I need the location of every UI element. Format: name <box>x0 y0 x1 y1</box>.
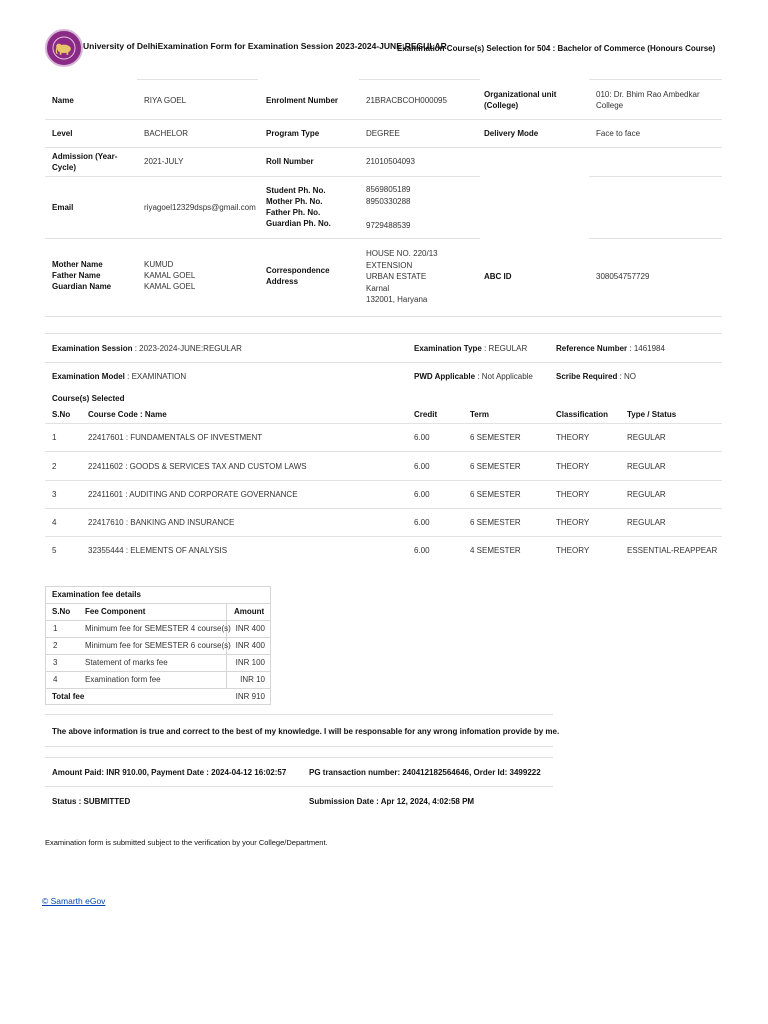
course-classification: THEORY <box>556 433 590 442</box>
fee-component: Minimum fee for SEMESTER 6 course(s) <box>85 641 231 650</box>
course-type-status: ESSENTIAL-REAPPEAR <box>627 546 718 555</box>
fee-sno: 1 <box>53 624 58 633</box>
course-classification: THEORY <box>556 462 590 471</box>
parent-name-values: KUMUD KAMAL GOEL KAMAL GOEL <box>144 260 196 291</box>
course-term: 6 SEMESTER <box>470 462 521 471</box>
course-selection-title: Examination Course(s) Selection for 504 : Bachelor of Commerce (Honours Course) <box>397 44 716 53</box>
exam-type: Examination Type : REGULAR <box>414 344 528 353</box>
course-term: 4 SEMESTER <box>470 546 521 555</box>
enrolment-label: Enrolment Number <box>266 96 339 105</box>
email-label: Email <box>52 203 74 212</box>
samarth-egov-link[interactable]: © Samarth eGov <box>42 896 106 906</box>
col-header-course: Course Code : Name <box>88 410 167 419</box>
fee-sno: 2 <box>53 641 58 650</box>
roll-number-label: Roll Number <box>266 157 314 166</box>
scribe-required: Scribe Required : NO <box>556 372 637 381</box>
page-header <box>83 41 447 51</box>
course-name: 22411601 : AUDITING AND CORPORATE GOVERNANCE <box>88 490 298 499</box>
level-value: BACHELOR <box>144 129 189 138</box>
course-classification: THEORY <box>556 546 590 555</box>
col-header-sno: S.No <box>52 410 71 419</box>
university-logo <box>45 29 83 67</box>
admission-value: 2021-JULY <box>144 157 184 166</box>
reference-number: Reference Number : 1461984 <box>556 344 665 353</box>
pg-transaction: PG transaction number: 240412182564646, Order Id: 3499222 <box>309 768 541 777</box>
col-header-type-status: Type / Status <box>627 410 677 419</box>
fee-col-amount: Amount <box>234 607 265 616</box>
mother-phone: 8950330288 <box>366 197 411 206</box>
university-name: University of Delhi <box>83 41 158 51</box>
declaration-text: The above information is true and correct to the best of my knowledge. I will be responsable for any wrong infomation provide by me. <box>52 727 560 736</box>
courses-title: Course(s) Selected <box>52 394 125 403</box>
course-name: 32355444 : ELEMENTS OF ANALYSIS <box>88 546 228 555</box>
guardian-phone: 9729488539 <box>366 221 411 230</box>
course-term: 6 SEMESTER <box>470 433 521 442</box>
amount-paid: Amount Paid: INR 910.00, Payment Date : 2024-04-12 16:02:57 <box>52 768 287 777</box>
correspondence-address-label: Correspondence Address <box>266 266 330 286</box>
col-header-credit: Credit <box>414 410 438 419</box>
course-name: 22417610 : BANKING AND INSURANCE <box>88 518 235 527</box>
parent-name-labels: Mother Name Father Name Guardian Name <box>52 260 112 291</box>
org-unit-label: Organizational unit (College) <box>484 90 557 110</box>
course-name: 22417601 : FUNDAMENTALS OF INVESTMENT <box>88 433 263 442</box>
course-type-status: REGULAR <box>627 490 666 499</box>
form-title: Examination Form for Examination Session 2023-2024-JUNE:REGULAR <box>157 41 447 51</box>
fee-sno: 4 <box>53 675 58 684</box>
admission-label: Admission (Year- Cycle) <box>52 152 118 172</box>
enrolment-value: 21BRACBCOH000095 <box>366 96 447 105</box>
course-term: 6 SEMESTER <box>470 518 521 527</box>
col-header-term: Term <box>470 410 489 419</box>
verification-note: Examination form is submitted subject to the verification by your College/Department. <box>45 838 328 847</box>
fee-component: Statement of marks fee <box>85 658 168 667</box>
org-unit-value: 010: Dr. Bhim Rao Ambedkar College <box>596 90 700 110</box>
fee-component: Minimum fee for SEMESTER 4 course(s) <box>85 624 231 633</box>
course-sno: 3 <box>52 490 57 499</box>
course-credit: 6.00 <box>414 518 430 527</box>
course-credit: 6.00 <box>414 462 430 471</box>
abc-id-value: 308054757729 <box>596 272 650 281</box>
fee-amount: INR 400 <box>235 641 265 650</box>
fee-sno: 3 <box>53 658 58 667</box>
fee-amount: INR 10 <box>240 675 265 684</box>
exam-model: Examination Model : EXAMINATION <box>52 372 187 381</box>
total-fee-label: Total fee <box>52 692 85 701</box>
course-sno: 5 <box>52 546 57 555</box>
course-credit: 6.00 <box>414 546 430 555</box>
course-classification: THEORY <box>556 518 590 527</box>
roll-number-value: 21010504093 <box>366 157 415 166</box>
fee-table-title: Examination fee details <box>52 590 141 599</box>
course-sno: 1 <box>52 433 57 442</box>
program-type-value: DEGREE <box>366 129 400 138</box>
name-value: RIYA GOEL <box>144 96 187 105</box>
delivery-mode-value: Face to face <box>596 129 641 138</box>
course-type-status: REGULAR <box>627 518 666 527</box>
course-type-status: REGULAR <box>627 433 666 442</box>
fee-component: Examination form fee <box>85 675 161 684</box>
delivery-mode-label: Delivery Mode <box>484 129 539 138</box>
fee-col-component: Fee Component <box>85 607 146 616</box>
pwd-applicable: PWD Applicable : Not Applicable <box>414 372 533 381</box>
course-credit: 6.00 <box>414 490 430 499</box>
course-term: 6 SEMESTER <box>470 490 521 499</box>
program-type-label: Program Type <box>266 129 320 138</box>
fee-amount: INR 100 <box>235 658 265 667</box>
email-value: riyagoel12329dsps@gmail.com <box>144 203 256 212</box>
status-value: Status : SUBMITTED <box>52 797 131 806</box>
name-label: Name <box>52 96 74 105</box>
elephant-emblem-icon <box>47 31 81 65</box>
course-sno: 4 <box>52 518 57 527</box>
correspondence-address-value: HOUSE NO. 220/13 EXTENSION URBAN ESTATE Karnal 132001, Haryana <box>366 249 438 304</box>
submission-date: Submission Date : Apr 12, 2024, 4:02:58 PM <box>309 797 475 806</box>
course-classification: THEORY <box>556 490 590 499</box>
student-phone: 8569805189 <box>366 185 411 194</box>
fee-amount: INR 400 <box>235 624 265 633</box>
course-type-status: REGULAR <box>627 462 666 471</box>
fee-col-sno: S.No <box>52 607 71 616</box>
phone-labels: Student Ph. No. Mother Ph. No. Father Ph. No. Guardian Ph. No. <box>266 186 331 228</box>
course-credit: 6.00 <box>414 433 430 442</box>
abc-id-label: ABC ID <box>484 272 512 281</box>
course-name: 22411602 : GOODS & SERVICES TAX AND CUSTOM LAWS <box>88 462 307 471</box>
total-fee-value: INR 910 <box>235 692 265 701</box>
level-label: Level <box>52 129 73 138</box>
col-header-classification: Classification <box>556 410 609 419</box>
course-sno: 2 <box>52 462 57 471</box>
exam-session: Examination Session : 2023-2024-JUNE:REGULAR <box>52 344 242 353</box>
